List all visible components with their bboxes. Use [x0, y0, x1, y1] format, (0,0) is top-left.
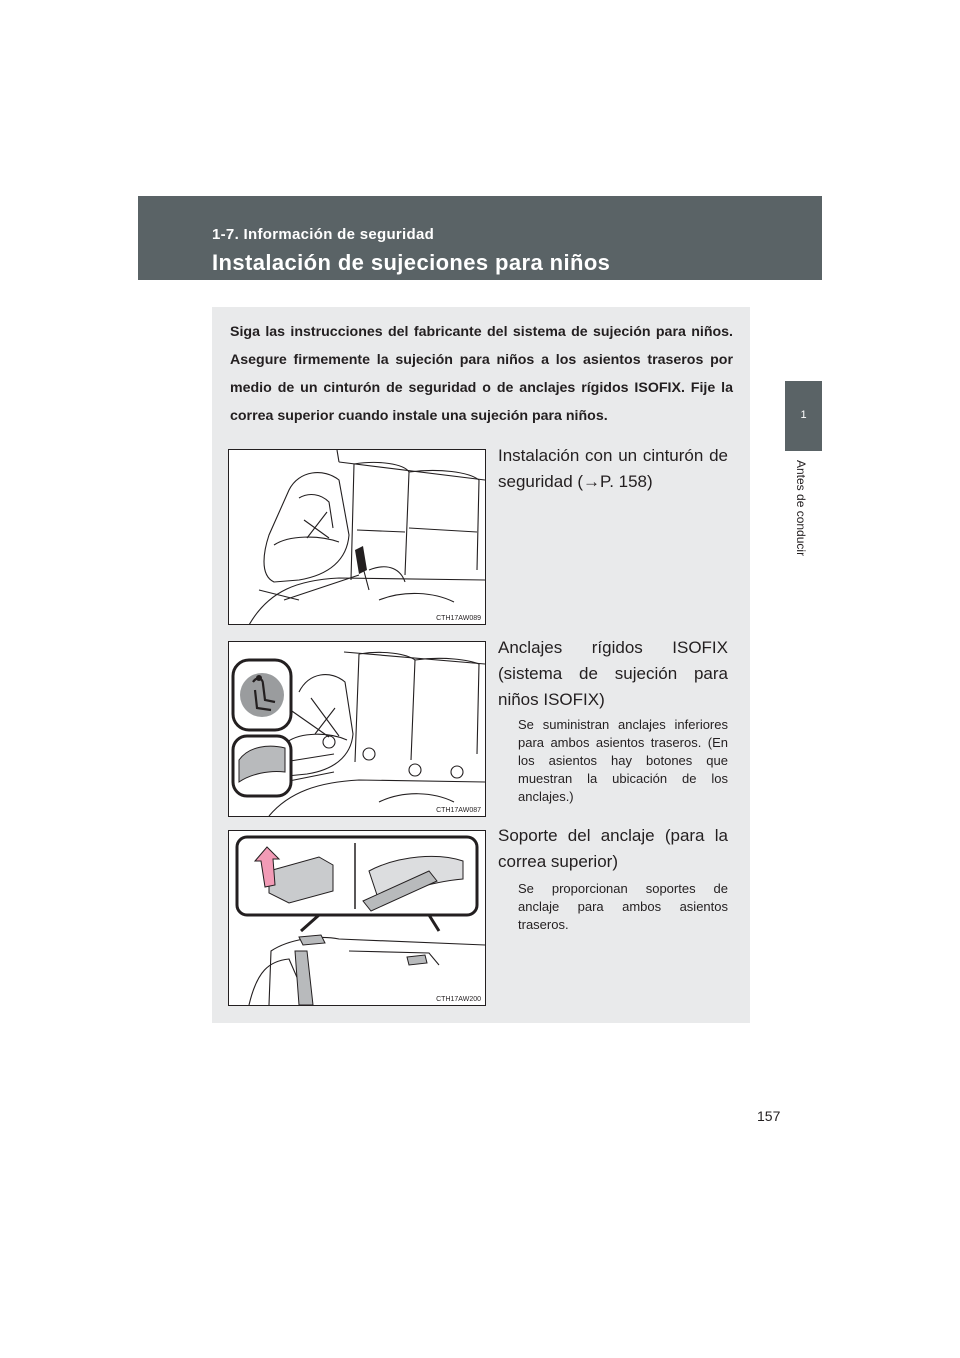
chapter-label: Antes de conducir: [794, 460, 808, 557]
figure-code: CTH17AW200: [436, 996, 481, 1003]
chapter-side-label: [792, 460, 812, 580]
intro-paragraph: Siga las instrucciones del fabricante del sistema de sujeción para niños. Asegure firmemente la sujeción para niños a los asientos traseros por medio de un cinturón de seguridad o de anclajes rígidos ISOFIX. Fije la correa superior cuando instale una sujeción para niños.: [230, 324, 733, 424]
illustration-isofix: [228, 641, 486, 817]
figure-code: CTH17AW089: [436, 615, 481, 622]
section-label: 1-7. Información de seguridad: [212, 226, 435, 243]
illustration-seatbelt: [228, 449, 486, 625]
item-title-anchor: Soporte del anclaje (para la correa superior): [498, 826, 728, 871]
figure-code: CTH17AW087: [436, 807, 481, 814]
item-title-isofix: Anclajes rígidos ISOFIX (sistema de sujeción para niños ISOFIX): [498, 638, 728, 709]
header-band: [138, 196, 822, 280]
isofix-drawing: [229, 642, 485, 816]
page-title: Instalación de sujeciones para niños: [212, 250, 611, 275]
chapter-tab: [785, 381, 822, 451]
chapter-number: 1: [800, 409, 807, 421]
item-title-seatbelt: Instalación con un cinturón de seguridad (→P. 158): [498, 446, 728, 491]
item-body-anchor: Se proporcionan soportes de anclaje para ambos asientos traseros.: [518, 881, 728, 932]
item-body-isofix: Se suministran anclajes inferiores para ambos asientos traseros. (En los asientos hay botones que muestran la ubicación de los anclajes.): [518, 717, 728, 804]
child-seat-belt-drawing: [229, 450, 485, 624]
anchor-bracket-drawing: [229, 831, 485, 1005]
page-number: 157: [757, 1108, 781, 1124]
illustration-anchor: [228, 830, 486, 1006]
